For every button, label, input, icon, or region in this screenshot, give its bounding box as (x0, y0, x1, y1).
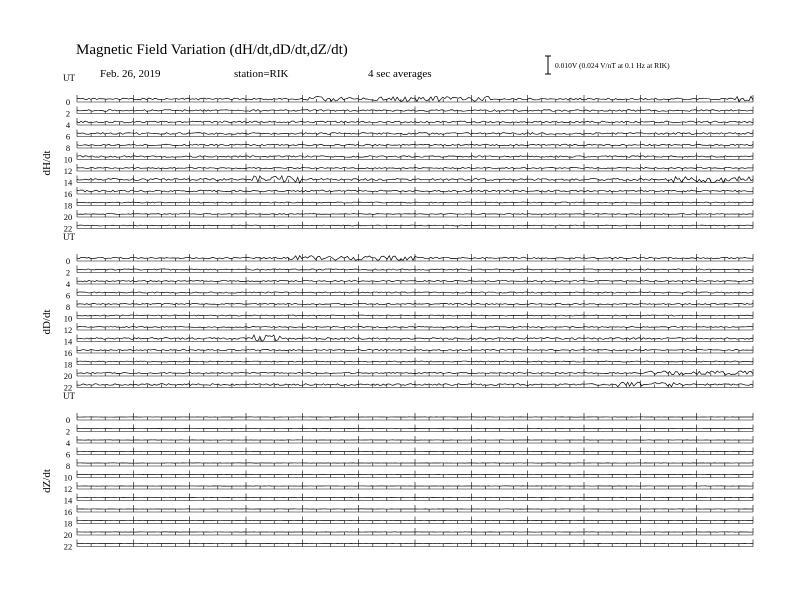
row-hour-label: 16 (63, 348, 73, 358)
row-baseline (77, 540, 753, 547)
row-hour-label: 20 (63, 371, 73, 381)
row-baseline (77, 436, 753, 443)
scale-bar (545, 56, 551, 74)
row-hour-label: 8 (65, 143, 71, 153)
row-baseline (77, 369, 753, 376)
row-baseline (77, 448, 753, 455)
row-baseline (77, 358, 753, 365)
panel-3 (41, 391, 753, 552)
row-hour-label: 8 (65, 302, 71, 312)
row-baseline (77, 482, 753, 489)
row-hour-label: 0 (65, 97, 71, 107)
row-hour-label: 22 (63, 541, 73, 552)
row-baseline (77, 505, 753, 512)
row-hour-label: 10 (63, 472, 73, 483)
row-baseline (77, 199, 753, 206)
row-hour-label: 12 (63, 325, 73, 335)
panel-2 (41, 232, 753, 393)
panel-label: dH/dt (41, 150, 53, 176)
row-hour-label: 4 (65, 120, 71, 130)
date-label: Feb. 26, 2019 (100, 68, 161, 80)
row-baseline (77, 471, 753, 478)
scale-label: 0.010V (0.024 V/nT at 0.1 Hz at RIK) (555, 61, 670, 70)
row-hour-label: 14 (63, 177, 73, 188)
row-hour-label: 18 (63, 518, 73, 529)
row-hour-label: 2 (65, 426, 71, 437)
panels-group (41, 73, 753, 552)
row-baseline (77, 425, 753, 432)
averaging-label: 4 sec averages (368, 68, 432, 80)
chart-title: Magnetic Field Variation (dH/dt,dD/dt,dZ/dt) (76, 42, 348, 58)
row-baseline (77, 517, 753, 524)
time-axis-label: UT (63, 232, 75, 242)
row-baseline (77, 222, 753, 229)
row-hour-label: 6 (65, 131, 71, 142)
time-axis-label: UT (63, 73, 75, 83)
row-hour-label: 4 (65, 438, 71, 448)
row-hour-label: 4 (65, 279, 71, 289)
row-hour-label: 12 (63, 484, 73, 494)
row-baseline (77, 413, 753, 420)
row-hour-label: 10 (63, 313, 73, 324)
row-hour-label: 0 (65, 415, 71, 425)
row-hour-label: 6 (65, 290, 71, 301)
row-hour-label: 20 (63, 212, 73, 222)
station-label: station=RIK (234, 68, 289, 80)
panel-label: dZ/dt (41, 469, 53, 493)
row-baseline (77, 494, 753, 501)
row-hour-label: 2 (65, 267, 71, 278)
row-hour-label: 18 (63, 359, 73, 370)
row-baseline (77, 459, 753, 466)
row-hour-label: 16 (63, 189, 73, 199)
row-hour-label: 2 (65, 108, 71, 119)
row-hour-label: 6 (65, 449, 71, 460)
row-hour-label: 12 (63, 166, 73, 176)
panel-label: dD/dt (41, 309, 53, 335)
row-hour-label: 22 (63, 382, 73, 393)
row-baseline (77, 528, 753, 535)
row-baseline (77, 107, 753, 114)
row-hour-label: 14 (63, 336, 73, 347)
row-hour-label: 14 (63, 495, 73, 506)
row-hour-label: 8 (65, 461, 71, 471)
row-hour-label: 18 (63, 200, 73, 211)
trace-line (77, 225, 753, 226)
row-hour-label: 20 (63, 530, 73, 540)
row-hour-label: 22 (63, 223, 73, 234)
row-hour-label: 0 (65, 256, 71, 266)
panel-1 (41, 73, 753, 234)
time-axis-label: UT (63, 391, 75, 401)
row-hour-label: 16 (63, 507, 73, 517)
row-hour-label: 10 (63, 154, 73, 165)
